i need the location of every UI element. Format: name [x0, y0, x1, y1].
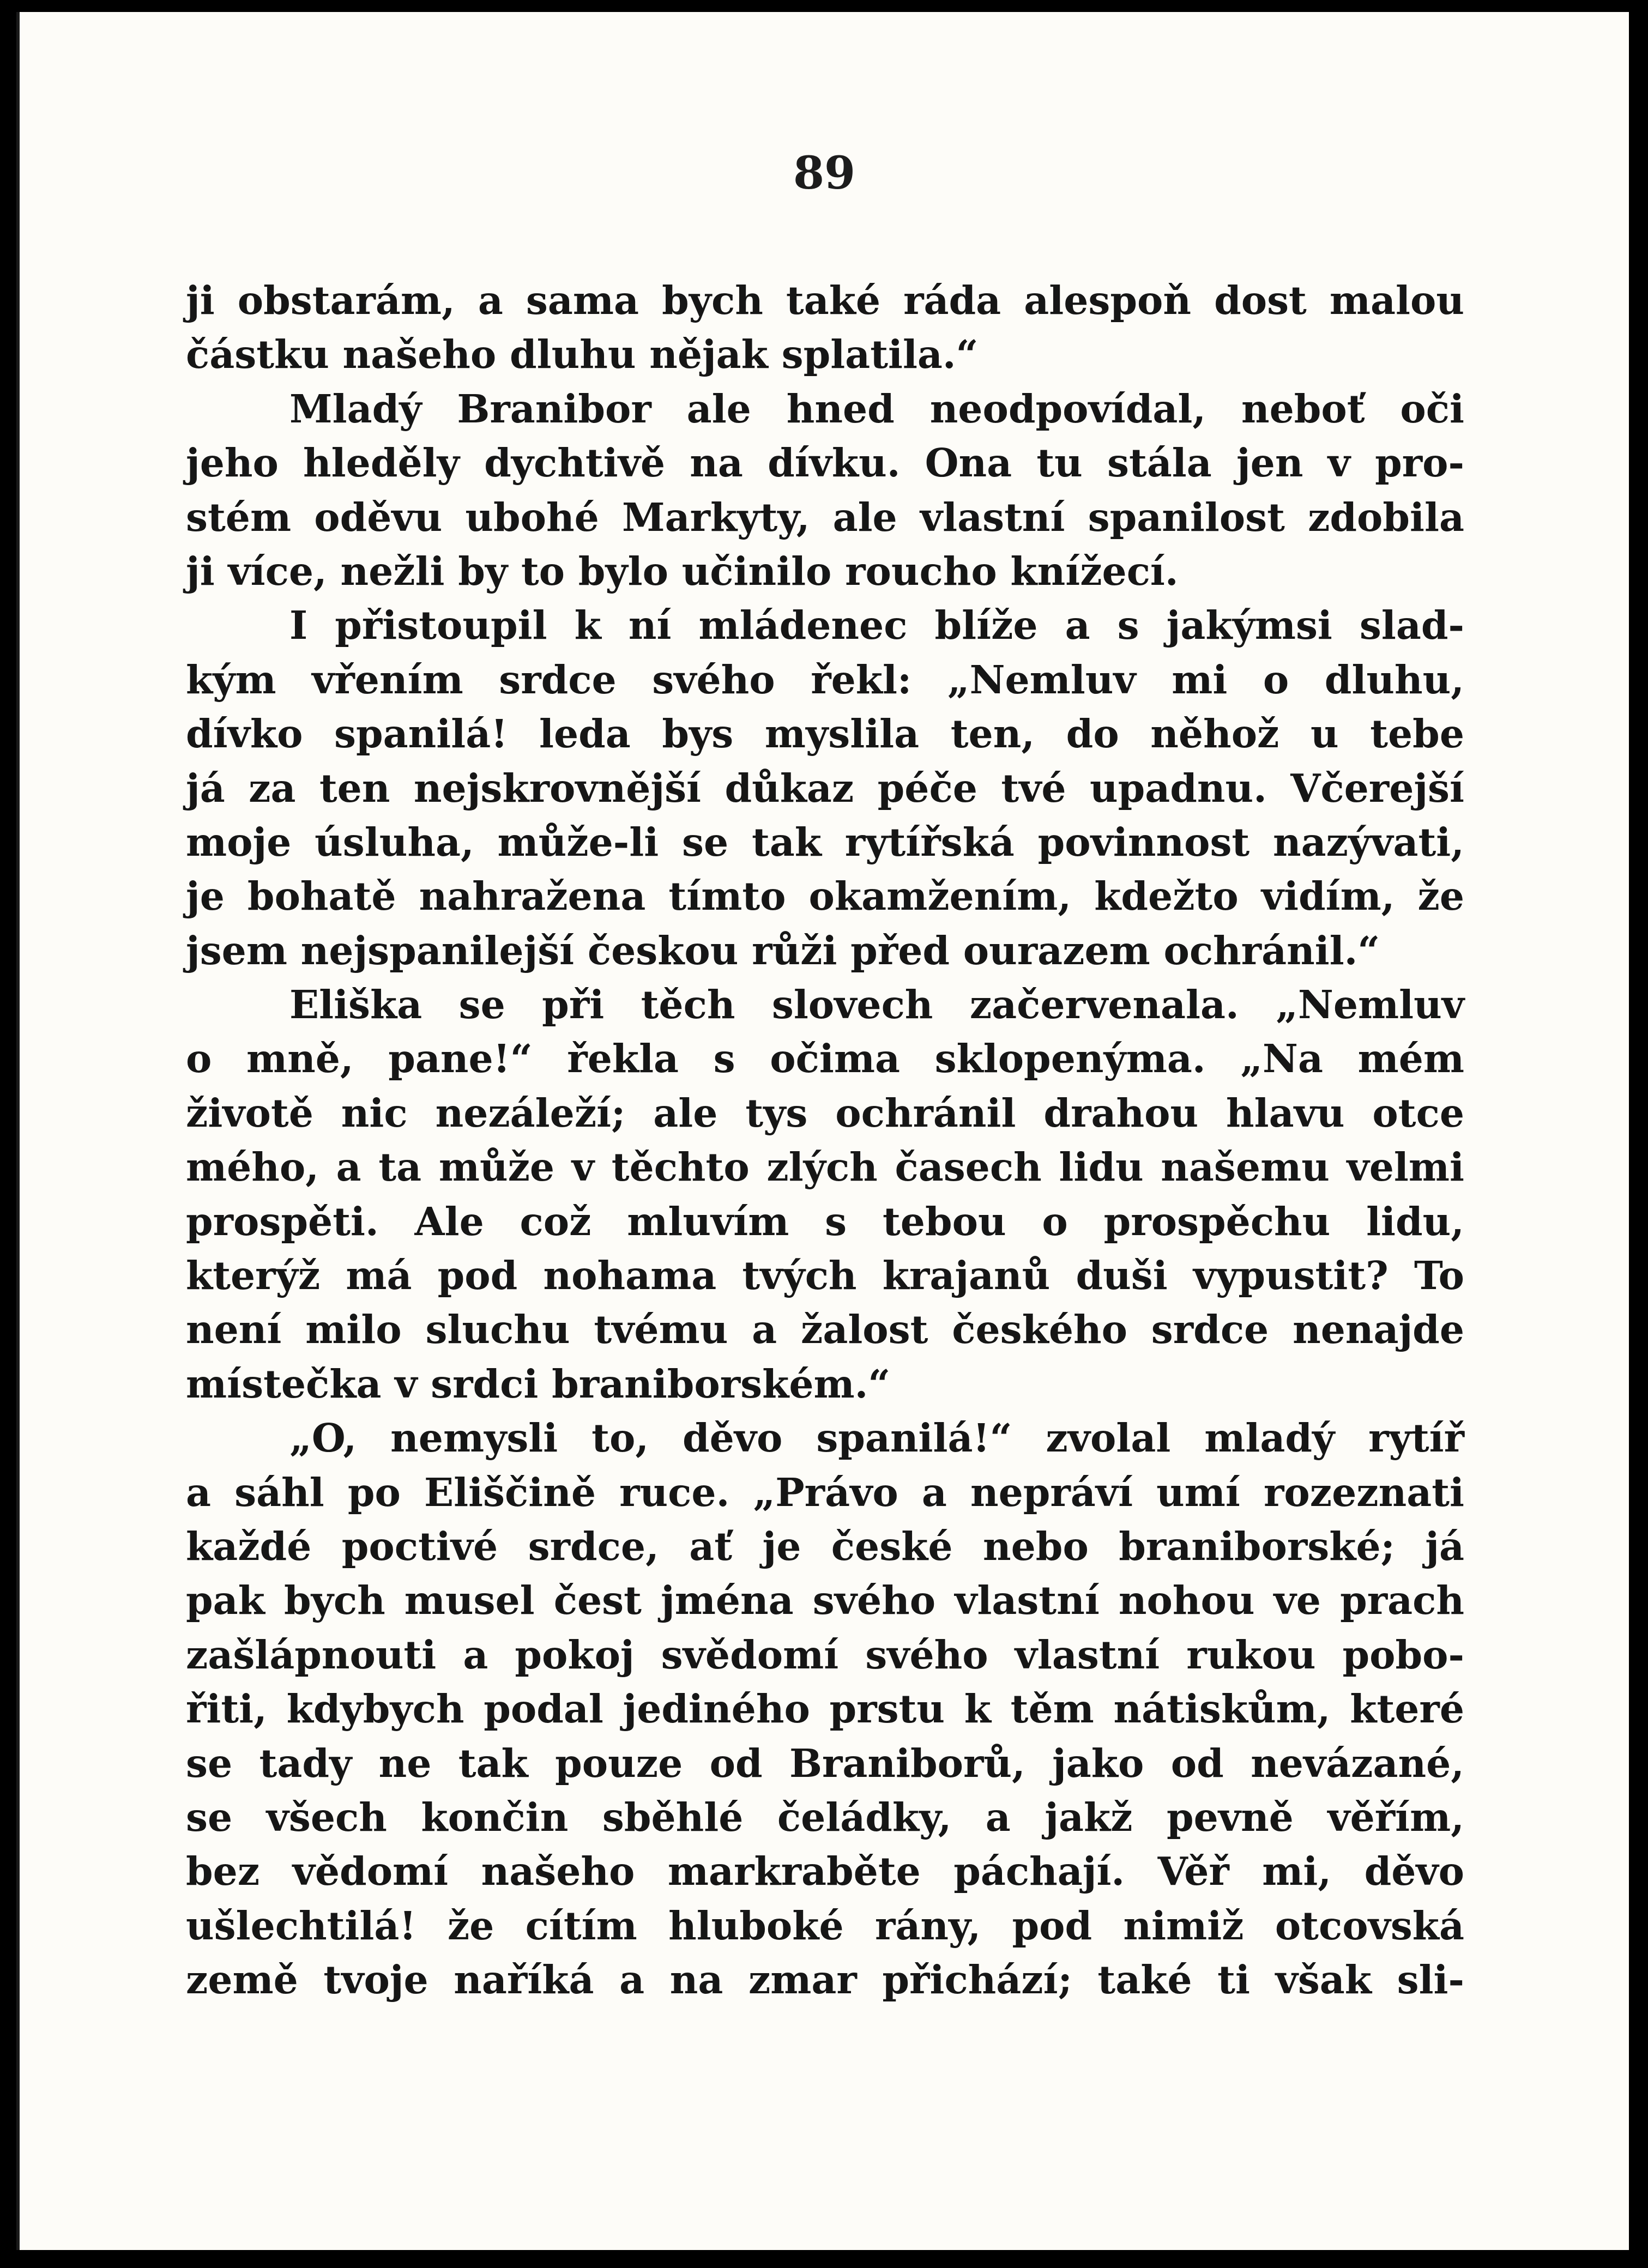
text-line: Eliška se při těch slovech začervenala. „Nemluv — [289, 982, 1464, 1028]
text-line: stém oděvu ubohé Markyty, ale vlastní spanilost zdobila — [186, 494, 1464, 540]
text-line: jsem nejspanilejší českou růži před ourazem ochránil.“ — [186, 927, 1380, 973]
text-line: místečka v srdci braniborském.“ — [186, 1360, 891, 1407]
text-line: životě nic nezáleží; ale tys ochránil drahou hlavu otce — [186, 1090, 1464, 1136]
page-number: 89 — [793, 147, 856, 199]
text-line: řiti, kdybych podal jediného prstu k těm nátiskům, které — [186, 1686, 1464, 1732]
text-line: bez vědomí našeho markraběte páchají. Věř mi, děvo — [186, 1848, 1464, 1895]
text-line: je bohatě nahražena tímto okamžením, kdežto vidím, že — [186, 873, 1464, 920]
text-line: moje úsluha, může-li se tak rytířská povinnost nazývati, — [186, 819, 1464, 865]
text-line: kterýž má pod nohama tvých krajanů duši vypustit? To — [186, 1253, 1464, 1299]
text-line: ji více, nežli by to bylo učinilo roucho knížecí. — [186, 548, 1179, 594]
text-line: země tvoje naříká a na zmar přichází; také ti však sli- — [186, 1957, 1464, 2003]
text-line: se tady ne tak pouze od Braniborů, jako od nevázané, — [186, 1740, 1464, 1786]
text-line: kým vřením srdce svého řekl: „Nemluv mi o dluhu, — [186, 656, 1464, 703]
text-line: dívko spanilá! leda bys myslila ten, do něhož u tebe — [186, 711, 1464, 757]
text-line: se všech končin sběhlé čeládky, a jakž pevně věřím, — [186, 1794, 1464, 1840]
text-line: já za ten nejskrovnější důkaz péče tvé upadnu. Včerejší — [186, 765, 1464, 811]
text-line: o mně, pane!“ řekla s očima sklopenýma. „Na mém — [186, 1036, 1464, 1082]
text-line: není milo sluchu tvému a žalost českého srdce nenajde — [186, 1307, 1464, 1353]
text-line: ji obstarám, a sama bych také ráda alespoň dost malou — [186, 277, 1464, 323]
text-line: pak bych musel čest jména svého vlastní nohou ve prach — [186, 1577, 1464, 1624]
text-line: mého, a ta může v těchto zlých časech lidu našemu velmi — [186, 1144, 1464, 1190]
text-line: a sáhl po Eliščině ruce. „Právo a nepráví umí rozeznati — [186, 1469, 1464, 1515]
text-line: Mladý Branibor ale hned neodpovídal, neboť oči — [289, 385, 1464, 432]
text-line: zašlápnouti a pokoj svědomí svého vlastní rukou pobo- — [186, 1631, 1464, 1678]
text-line: částku našeho dluhu nějak splatila.“ — [186, 331, 979, 378]
book-page — [16, 12, 1629, 2250]
text-line: každé poctivé srdce, ať je české nebo braniborské; já — [186, 1523, 1464, 1569]
text-line: I přistoupil k ní mládenec blíže a s jakýmsi slad- — [289, 602, 1464, 649]
body-text — [186, 274, 1464, 2007]
text-line: prospěti. Ale což mluvím s tebou o prospěchu lidu, — [186, 1198, 1464, 1244]
text-line: ušlechtilá! že cítím hluboké rány, pod nimiž otcovská — [186, 1902, 1464, 1949]
text-line: jeho hleděly dychtivě na dívku. Ona tu stála jen v pro- — [186, 440, 1464, 486]
text-line: „O, nemysli to, děvo spanilá!“ zvolal mladý rytíř — [289, 1415, 1464, 1461]
